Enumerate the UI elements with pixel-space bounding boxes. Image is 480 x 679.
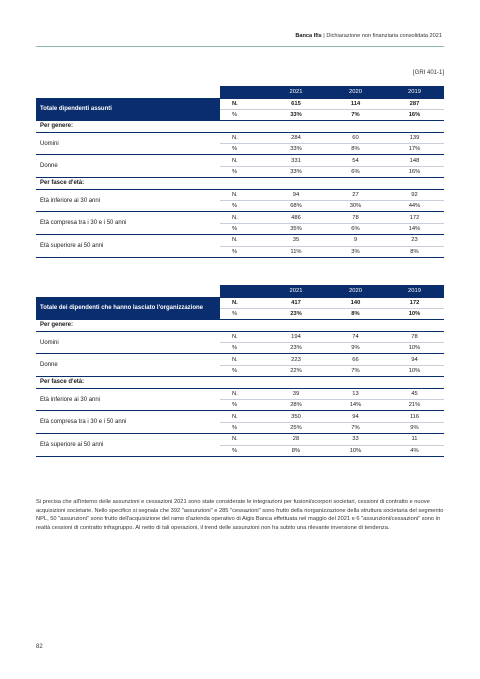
section-label: Per genere: — [36, 320, 444, 331]
cell-value: 14% — [326, 400, 385, 411]
cell-value: 78 — [326, 212, 385, 223]
unit-label: N. — [220, 155, 266, 166]
year-col-2021: 2021 — [266, 86, 326, 98]
cell-value: 194 — [266, 331, 326, 342]
section-row — [36, 178, 444, 189]
cell-value: 45 — [385, 388, 444, 399]
cell-value: 21% — [385, 400, 444, 411]
unit-label: N. — [220, 411, 266, 422]
cell-value: 287 — [385, 98, 444, 109]
cell-value: 33 — [326, 434, 385, 445]
cell-value: 114 — [326, 98, 385, 109]
unit-label: N. — [220, 331, 266, 342]
cell-value: 11 — [385, 434, 444, 445]
table-row — [36, 354, 444, 365]
cell-value: 6% — [326, 223, 385, 234]
cell-value: 94 — [266, 189, 326, 200]
table-row — [36, 331, 444, 342]
cell-value: 22% — [266, 365, 326, 376]
cell-value: 94 — [326, 411, 385, 422]
cell-value: 116 — [385, 411, 444, 422]
unit-label: N. — [220, 434, 266, 445]
cell-value: 9% — [385, 422, 444, 433]
cell-value: 25% — [266, 422, 326, 433]
unit-label: % — [220, 308, 266, 319]
row-label: Età inferiore ai 30 anni — [36, 189, 220, 212]
section-label: Per genere: — [36, 121, 444, 132]
unit-label: N. — [220, 189, 266, 200]
cell-value: 9 — [326, 235, 385, 246]
cell-value: 16% — [385, 166, 444, 177]
cell-value: 33% — [266, 144, 326, 155]
unit-label: N. — [220, 354, 266, 365]
cell-value: 8% — [266, 445, 326, 456]
cell-value: 486 — [266, 212, 326, 223]
leavers-table — [36, 285, 444, 457]
cell-value: 615 — [266, 98, 326, 109]
table-row — [36, 189, 444, 200]
table-row — [36, 388, 444, 399]
year-col-2019: 2019 — [385, 86, 444, 98]
cell-value: 28% — [266, 400, 326, 411]
unit-label: N. — [220, 297, 266, 308]
cell-value: 331 — [266, 155, 326, 166]
table-row — [36, 155, 444, 166]
table-row — [36, 434, 444, 445]
cell-value: 13 — [326, 388, 385, 399]
row-label: Donne — [36, 354, 220, 377]
cell-value: 54 — [326, 155, 385, 166]
unit-label: % — [220, 166, 266, 177]
cell-value: 7% — [326, 422, 385, 433]
row-label: Età compresa tra i 30 e i 50 anni — [36, 411, 220, 434]
unit-label: % — [220, 422, 266, 433]
row-label: Età compresa tra i 30 e i 50 anni — [36, 212, 220, 235]
cell-value: 60 — [326, 132, 385, 143]
header-company: Banca Ifis — [295, 33, 322, 39]
cell-value: 10% — [385, 308, 444, 319]
cell-value: 44% — [385, 201, 444, 212]
cell-value: 33% — [266, 166, 326, 177]
cell-value: 23 — [385, 235, 444, 246]
cell-value: 16% — [385, 109, 444, 120]
cell-value: 10% — [326, 445, 385, 456]
cell-value: 27 — [326, 189, 385, 200]
cell-value: 140 — [326, 297, 385, 308]
cell-value: 172 — [385, 297, 444, 308]
table-title: Totale dipendenti assunti — [36, 98, 220, 121]
unit-label: % — [220, 109, 266, 120]
cell-value: 10% — [385, 343, 444, 354]
hires-table — [36, 86, 444, 258]
year-col-2019: 2019 — [385, 285, 444, 297]
cell-value: 66 — [326, 354, 385, 365]
footnote-paragraph: Si precisa che all'interno delle assunzioni e cessazioni 2021 sono state considerate le integrazioni per fusioni/scorpori societari, cessioni di contratto e nuove acquisizioni societarie. Nello specifico si segnala che 392 "assunzioni" e 285 "cessazioni" sono frutto della riorganizzazione della struttura societaria del segmento NPL, 50 "assunzioni" sono frutto dell'acquisizione del ramo d'azienda operativo di Aigis Banca effettuata nel maggio del 2021 e 6 "assunzioni/cessazioni" sono in realtà cessioni di contratto infragruppo. Al netto di tali operazioni, il trend delle assunzioni non ha subito una rilevante inversione di tendenza. — [36, 499, 444, 531]
row-label: Età superiore ai 50 anni — [36, 235, 220, 258]
cell-value: 8% — [326, 144, 385, 155]
table-row — [36, 235, 444, 246]
cell-value: 350 — [266, 411, 326, 422]
cell-value: 92 — [385, 189, 444, 200]
cell-value: 14% — [385, 223, 444, 234]
row-label: Età superiore ai 50 anni — [36, 434, 220, 457]
cell-value: 33% — [266, 109, 326, 120]
row-label: Età inferiore ai 30 anni — [36, 388, 220, 411]
cell-value: 35 — [266, 235, 326, 246]
cell-value: 74 — [326, 331, 385, 342]
cell-value: 3% — [326, 246, 385, 257]
cell-value: 8% — [385, 246, 444, 257]
page-number: 82 — [36, 644, 43, 650]
unit-label: N. — [220, 98, 266, 109]
section-row — [36, 320, 444, 331]
header-separator: | — [321, 33, 327, 39]
row-label: Uomini — [36, 331, 220, 354]
table-row — [36, 132, 444, 143]
cell-value: 68% — [266, 201, 326, 212]
cell-value: 9% — [326, 343, 385, 354]
cell-value: 23% — [266, 308, 326, 319]
gri-reference: [GRI 401-1] — [412, 70, 444, 76]
table-row — [36, 98, 444, 109]
cell-value: 284 — [266, 132, 326, 143]
running-header — [270, 33, 442, 39]
section-label: Per fasce d'età: — [36, 178, 444, 189]
header-divider — [36, 46, 444, 47]
unit-label: % — [220, 343, 266, 354]
unit-label: % — [220, 223, 266, 234]
cell-value: 139 — [385, 132, 444, 143]
cell-value: 417 — [266, 297, 326, 308]
section-row — [36, 377, 444, 388]
cell-value: 11% — [266, 246, 326, 257]
unit-label: % — [220, 400, 266, 411]
section-label: Per fasce d'età: — [36, 377, 444, 388]
unit-label: N. — [220, 212, 266, 223]
cell-value: 6% — [326, 166, 385, 177]
unit-label: % — [220, 365, 266, 376]
year-col-2021: 2021 — [266, 285, 326, 297]
unit-label: % — [220, 246, 266, 257]
cell-value: 30% — [326, 201, 385, 212]
year-col-2020: 2020 — [326, 86, 385, 98]
cell-value: 94 — [385, 354, 444, 365]
row-label: Uomini — [36, 132, 220, 155]
table-row — [36, 411, 444, 422]
cell-value: 28 — [266, 434, 326, 445]
cell-value: 148 — [385, 155, 444, 166]
unit-label: N. — [220, 235, 266, 246]
table-title: Totale dei dipendenti che hanno lasciato l'organizzazione — [36, 297, 220, 320]
cell-value: 10% — [385, 365, 444, 376]
table-row — [36, 297, 444, 308]
unit-label: % — [220, 201, 266, 212]
cell-value: 4% — [385, 445, 444, 456]
cell-value: 39 — [266, 388, 326, 399]
table-row — [36, 212, 444, 223]
year-header-row — [36, 285, 444, 297]
cell-value: 78 — [385, 331, 444, 342]
year-col-2020: 2020 — [326, 285, 385, 297]
row-label: Donne — [36, 155, 220, 178]
cell-value: 35% — [266, 223, 326, 234]
cell-value: 23% — [266, 343, 326, 354]
cell-value: 7% — [326, 109, 385, 120]
cell-value: 17% — [385, 144, 444, 155]
cell-value: 8% — [326, 308, 385, 319]
cell-value: 7% — [326, 365, 385, 376]
header-doc-title: Dichiarazione non finanziaria consolidata 2021 — [326, 33, 442, 39]
unit-label: % — [220, 445, 266, 456]
cell-value: 172 — [385, 212, 444, 223]
unit-label: N. — [220, 388, 266, 399]
unit-label: % — [220, 144, 266, 155]
year-header-row — [36, 86, 444, 98]
cell-value: 223 — [266, 354, 326, 365]
unit-label: N. — [220, 132, 266, 143]
section-row — [36, 121, 444, 132]
